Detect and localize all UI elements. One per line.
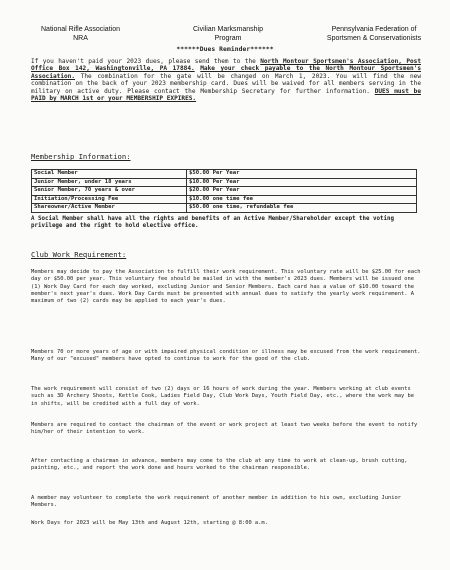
work-paragraph-advance: After contacting a chairman in advance, members may come to the club at any time to work at clean-up, brush cutting, painting, etc., and report the work done and hours worked to the chairman responsible.: [31, 458, 408, 472]
work-days-paragraph: Work Days for 2023 will be May 13th and August 12th, starting @ 8:00 a.m.: [31, 520, 268, 526]
club-work-heading: Club Work Requirement:: [31, 250, 127, 259]
membership-fee: $10.00 one time fee: [187, 195, 417, 204]
work-paragraph-contact: Members are required to contact the chairman of the event or work project at least two weeks before the event to notify him/her of their intention to work.: [31, 422, 418, 436]
cmp-header-line-2: Program: [214, 34, 242, 42]
mailing-address: North Montour Sportsmen's Association, Post Office Box 142, Washingtonville, PA 17884.: [31, 58, 422, 73]
membership-fee: $50.00 one time, refundable fee: [187, 204, 417, 213]
membership-fee: $10.00 Per Year: [187, 178, 417, 187]
membership-fee-table: [31, 169, 417, 213]
table-row: [32, 170, 417, 179]
table-row: [32, 178, 417, 187]
nra-header-line-2: NRA: [73, 34, 88, 42]
pfsc-header-line-1: Pennsylvania Federation of: [331, 26, 417, 33]
document-title: ******Dues Reminder******: [176, 46, 274, 53]
intro-paragraph: [31, 58, 421, 102]
cmp-header: [173, 26, 283, 43]
nra-header: [41, 26, 120, 43]
pfsc-header-line-2: Sportsmen & Conservationists: [326, 34, 422, 42]
membership-type: Shareowner/Active Member: [32, 204, 187, 213]
social-member-note: A Social Member shall have all the rights and benefits of an Active Member/Shareholder except the voting privilege and the right to hold elective office.: [31, 216, 394, 230]
membership-type: Junior Member, under 18 years: [32, 178, 187, 187]
dues-deadline: DUES must be PAID by MARCH 1st or your MEMBERSHIP EXPIRES.: [31, 87, 421, 103]
membership-fee: $50.00 Per Year: [187, 170, 417, 179]
payable-instruction: Make your check payable to the North Montour Sportsmen's Association.: [31, 65, 422, 80]
cmp-header-line-1: Civilian Marksmanship: [192, 26, 264, 33]
membership-type: Initiation/Processing Fee: [32, 195, 187, 204]
nra-header-line-1: National Rifle Association: [41, 26, 120, 33]
table-row: [32, 204, 417, 213]
membership-fee: $20.00 Per Year: [187, 187, 417, 196]
membership-type: Senior Member, 70 years & over: [32, 187, 187, 196]
intro-text-1: If you haven't paid your 2023 dues, please send them to the: [31, 58, 261, 65]
work-paragraph-payment: Members may decide to pay the Association to fulfill their work requirement. This voluntary rate will be $25.00 for each day or $50.00 per year. This voluntary fee should be mailed in with the member's 2023 dues. Members will be issued one (1) Work Day Card for each day worked, excluding Junior and Senior Members. Each card has a value of $10.00 toward the member's next year's dues. Work Day Cards must be presented with annual dues to satisfy the yearly work requirement. A maximum of two (2) cards may be applied to each year's dues.: [31, 269, 421, 305]
work-paragraph-requirement: The work requirement will consist of two (2) days or 16 hours of work during the year. Members working at club events such as 3D Archery Shoots, Kettle Cook, Ladies Field Day, Club Work Days, Youth Field Day, etc., where the work may be in shifts, will be credited with a full day of work.: [31, 386, 414, 407]
pfsc-header: [318, 26, 430, 43]
table-row: [32, 187, 417, 196]
table-row: [32, 195, 417, 204]
membership-type: Social Member: [32, 170, 187, 179]
work-paragraph-volunteer: A member may volunteer to complete the work requirement of another member in addition to his own, excluding Junior Members.: [31, 495, 401, 509]
work-paragraph-excused: Members 70 or more years of age or with impaired physical condition or illness may be excused from the work requirement. Many of our "excused" members have opted to continue to work for the good of the club.: [31, 349, 421, 363]
membership-heading: Membership Information:: [31, 152, 131, 161]
intro-text-3: The combination for the gate will be changed on March 1, 2023. You will find the new combination on the back of your 2023 membership card. Dues will be waived for all members serving in the military on active duty. Please contact the Membership Secretary for further information.: [31, 72, 421, 95]
